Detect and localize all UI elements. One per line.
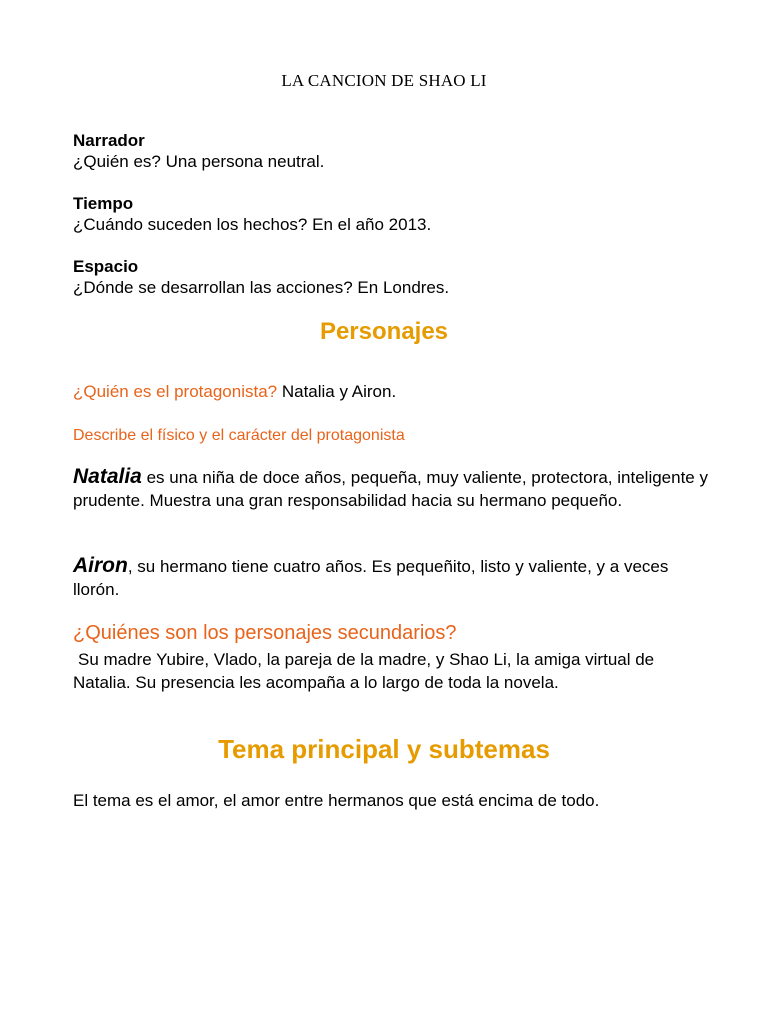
airon-name: Airon bbox=[73, 554, 128, 577]
narrador-section bbox=[73, 130, 713, 172]
personajes-heading: Personajes bbox=[319, 318, 449, 345]
narrador-label: Narrador bbox=[73, 131, 145, 150]
natalia-text: es una niña de doce años, pequeña, muy valiente, protectora, inteligente y prudente. Muestra una gran responsabilidad hacia su hermano pequeño. bbox=[73, 468, 708, 510]
tema-heading: Tema principal y subtemas bbox=[218, 734, 550, 764]
espacio-text: ¿Dónde se desarrollan las acciones? En Londres. bbox=[73, 278, 450, 297]
espacio-section bbox=[73, 256, 713, 298]
airon-text: , su hermano tiene cuatro años. Es pequeñito, listo y valiente, y a veces llorón. bbox=[73, 557, 669, 599]
tiempo-text: ¿Cuándo suceden los hechos? En el año 2013. bbox=[73, 215, 432, 234]
secondary-answer: Su madre Yubire, Vlado, la pareja de la madre, y Shao Li, la amiga virtual de Natalia. Su presencia les acompaña a lo largo de toda la novela. bbox=[73, 650, 655, 692]
tiempo-label: Tiempo bbox=[73, 194, 134, 213]
tiempo-section bbox=[73, 193, 713, 235]
narrador-text: ¿Quién es? Una persona neutral. bbox=[73, 152, 325, 171]
secondary-question: ¿Quiénes son los personajes secundarios? bbox=[73, 622, 457, 644]
natalia-name: Natalia bbox=[73, 465, 142, 488]
protagonist-answer: Natalia y Airon. bbox=[277, 382, 397, 401]
protagonist-line bbox=[73, 380, 713, 403]
describe-prompt: Describe el físico y el carácter del protagonista bbox=[73, 427, 405, 444]
protagonist-question: ¿Quién es el protagonista? bbox=[73, 382, 278, 401]
natalia-paragraph bbox=[73, 465, 713, 512]
document-title: LA CANCION DE SHAO LI bbox=[281, 71, 487, 90]
airon-paragraph bbox=[73, 554, 703, 601]
tema-text: El tema es el amor, el amor entre hermanos que está encima de todo. bbox=[73, 791, 600, 810]
espacio-label: Espacio bbox=[73, 257, 139, 276]
